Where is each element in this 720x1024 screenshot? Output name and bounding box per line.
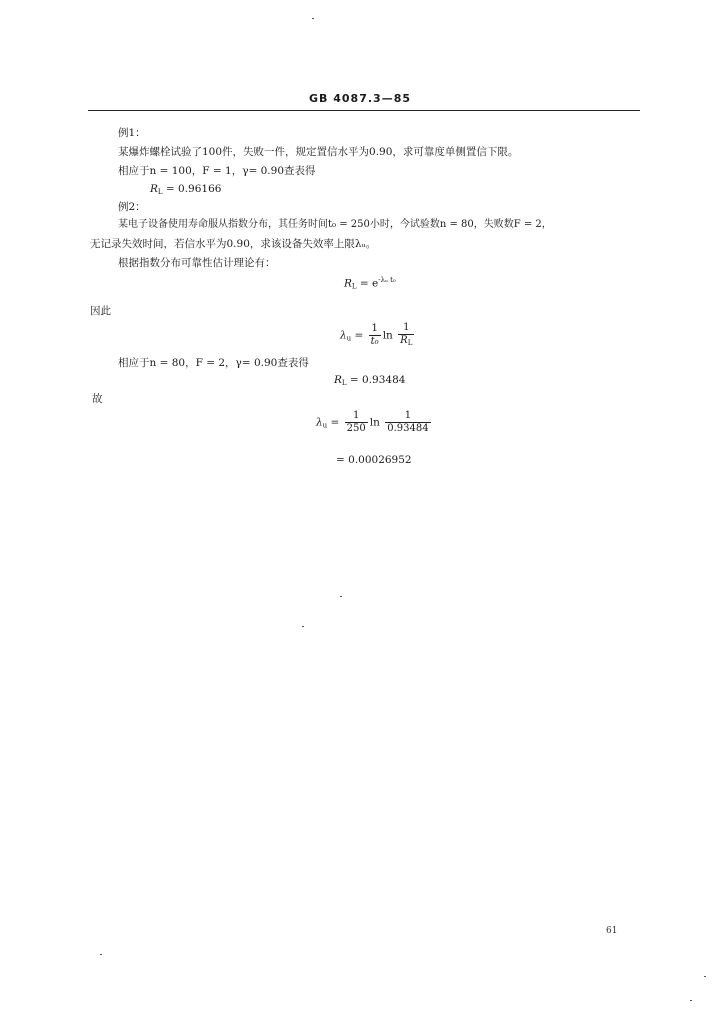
header-rule (88, 110, 640, 111)
fraction (369, 323, 381, 348)
equals: = (351, 329, 367, 342)
scan-speck (340, 596, 342, 597)
numerator: 1 (345, 410, 368, 423)
denominator: 0.93484 (387, 423, 429, 434)
symbol-r: R (150, 183, 158, 195)
subscript: L (351, 282, 357, 291)
numerator: 1 (385, 410, 430, 423)
example1-title: 例1： (118, 127, 146, 139)
subscript: u (322, 421, 328, 430)
subscript: L (407, 339, 413, 347)
page-number: 61 (606, 926, 618, 936)
example2-title: 例2： (118, 201, 146, 213)
exponent: -λᵤ t₀ (378, 276, 396, 284)
equation-lambda (340, 322, 416, 349)
example1-result (150, 182, 221, 199)
example2-line2: 无记录失效时间，若信水平为0.90，求该设备失效率上限λᵤ。 (90, 238, 377, 250)
example1-line1: 某爆炸螺栓试验了100件，失败一件，规定置信水平为0.90，求可靠度单侧置信下限。 (118, 146, 519, 158)
equation-lambda-numeric (316, 410, 433, 435)
denominator: 250 (346, 423, 366, 434)
fraction (398, 322, 414, 349)
denominator (398, 335, 414, 349)
subscript: L (157, 188, 163, 196)
therefore-label: 因此 (90, 305, 111, 317)
symbol-r: R (334, 374, 342, 386)
ln-operator: ln (382, 329, 393, 342)
equation-table-result (334, 374, 405, 387)
equals: = e (356, 277, 379, 290)
equals: = (327, 416, 343, 429)
result-value: = 0.96166 (162, 183, 222, 195)
symbol-lambda: λ (316, 416, 323, 429)
document-header: GB 4087.3—85 (309, 92, 411, 105)
scan-speck (690, 1000, 692, 1001)
equation-reliability (344, 276, 396, 291)
example1-line2: 相应于n = 100，F = 1，γ= 0.90查表得 (118, 165, 316, 177)
symbol-lambda: λ (340, 329, 347, 342)
scan-speck (312, 18, 314, 19)
subscript: L (341, 379, 347, 387)
symbol-r: R (344, 277, 352, 290)
example2-line4: 相应于n = 80，F = 2，γ= 0.90查表得 (118, 357, 309, 369)
symbol-r: R (400, 335, 408, 346)
numerator: 1 (398, 322, 414, 335)
fraction (385, 410, 430, 435)
fraction (345, 410, 368, 435)
so-label: 故 (92, 393, 103, 405)
example2-line3: 根据指数分布可靠性估计理论有： (118, 257, 276, 269)
subscript: u (346, 334, 352, 343)
example2-line1: 某电子设备使用寿命服从指数分布，其任务时间t₀ = 250小时，今试验数n = 80，失败数F = 2， (118, 219, 552, 230)
final-result: = 0.00026952 (336, 454, 412, 466)
denominator: t₀ (370, 336, 379, 347)
scan-speck (100, 954, 102, 955)
ln-operator: ln (369, 416, 380, 429)
numerator: 1 (369, 323, 381, 336)
result-value: = 0.93484 (346, 374, 406, 386)
scan-speck (704, 976, 706, 977)
scan-speck (302, 626, 304, 627)
